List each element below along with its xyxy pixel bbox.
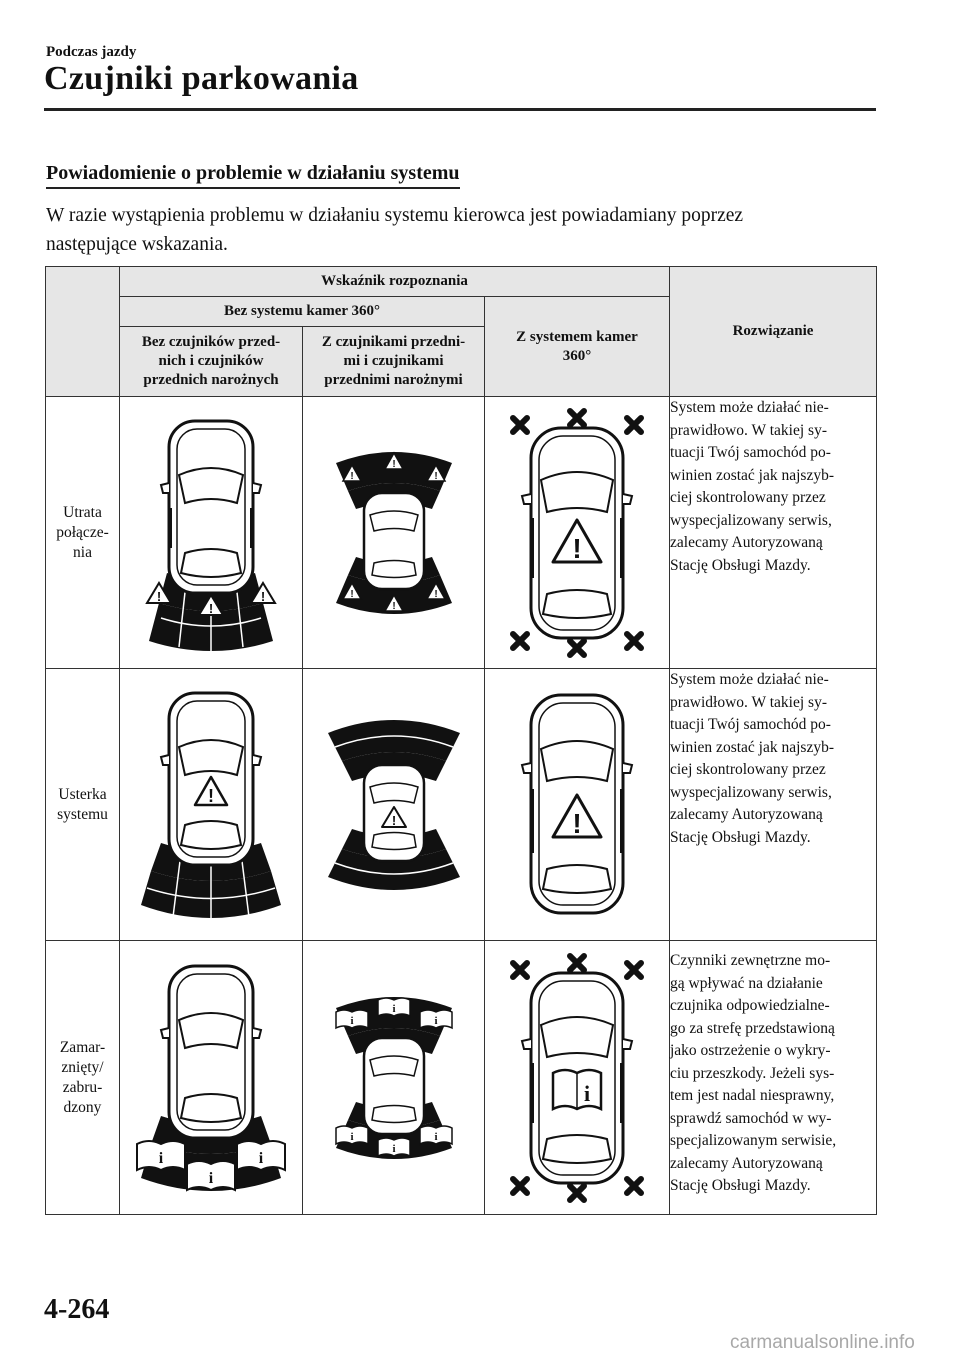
car-rear-sensors-malfunction-figure [131, 685, 291, 925]
solution-line: System może działać nie- [670, 399, 829, 416]
header-col2-line: mi i czujnikami [343, 353, 444, 369]
header-col1-line: nich i czujników [158, 353, 264, 369]
figure-cell [120, 397, 303, 669]
figure-cell [485, 941, 670, 1215]
solution-line: winien zostać jak najszyb- [670, 738, 834, 756]
solution-line: specjalizowanym serwisie, [670, 1132, 837, 1149]
figure-cell [303, 941, 485, 1215]
svg-text:!: ! [391, 458, 396, 470]
svg-text:!: ! [391, 812, 396, 828]
state-line: połącze- [56, 523, 109, 541]
header-indicator: Wskaźnik rozpoznania [120, 267, 670, 297]
solution-line: ciu przeszkody. Jeżeli sys- [670, 1064, 835, 1082]
state-line: Zamar- [59, 1038, 106, 1056]
solution-line: System może działać nie- [670, 671, 829, 688]
solution-line: Stację Obsługi Mazdy. [670, 556, 811, 574]
table-row [46, 397, 877, 669]
figure-cell [303, 397, 485, 669]
svg-text:i: i [158, 1149, 164, 1167]
watermark: carmanualsonline.info [730, 1332, 915, 1353]
solution-cell [670, 941, 877, 1215]
svg-text:i: i [583, 1080, 591, 1106]
svg-text:i: i [349, 1130, 354, 1143]
svg-text:!: ! [208, 785, 214, 806]
state-line: Utrata [63, 503, 102, 521]
solution-line: czujnika odpowiedzialne- [670, 997, 830, 1014]
section-label: Podczas jazdy [46, 44, 137, 60]
solution-line: sprawdź samochód w wy- [670, 1109, 832, 1127]
svg-text:!: ! [572, 807, 582, 839]
subheading: Powiadomienie o problemie w działaniu systemu [46, 162, 460, 189]
solution-line: go za strefę przedstawioną [670, 1019, 835, 1037]
solution-line: gą wpływać na działanie [670, 974, 823, 992]
table-row [46, 941, 877, 1215]
solution-cell [670, 669, 877, 941]
intro-text [46, 201, 876, 259]
header-col1 [120, 327, 303, 397]
solution-line: ciej skontrolowany przez [670, 761, 826, 778]
svg-text:!: ! [349, 470, 354, 482]
svg-text:!: ! [433, 470, 438, 482]
svg-text:!: ! [572, 532, 582, 564]
figure-cell [303, 669, 485, 941]
car-rear-sensors-warning-figure [131, 413, 291, 653]
state-line: znięty/ [61, 1058, 104, 1076]
state-line: Usterka [58, 785, 107, 803]
header-col2-line: Z czujnikami przedni- [321, 334, 466, 350]
header-col1-line: Bez czujników przed- [141, 334, 281, 350]
solution-line: ciej skontrolowany przez [670, 489, 826, 506]
solution-line: jako ostrzeżenie o wykry- [670, 1042, 831, 1059]
car-rear-sensors-dirty-figure [131, 958, 291, 1198]
solution-line: Stację Obsługi Mazdy. [670, 1177, 811, 1194]
figure-cell [120, 941, 303, 1215]
header-col2 [303, 327, 485, 397]
solution-line: Stację Obsługi Mazdy. [670, 828, 811, 846]
intro-line: następujące wskazania. [46, 234, 228, 255]
car-360-camera-malfunction-figure [497, 685, 657, 925]
header-col3-line: 360° [562, 347, 592, 364]
solution-line: wyspecjalizowany serwis, [670, 511, 832, 529]
header-col1-line: przednich narożnych [143, 372, 279, 388]
svg-text:i: i [391, 1002, 396, 1015]
solution-line: zalecamy Autoryzowaną [670, 806, 823, 823]
svg-text:i: i [258, 1149, 264, 1167]
solution-line: zalecamy Autoryzowaną [670, 1154, 823, 1172]
header-col2-line: przednimi narożnymi [324, 372, 463, 388]
solution-line: zalecamy Autoryzowaną [670, 534, 823, 551]
car-360-camera-warning-figure [497, 408, 657, 658]
svg-text:!: ! [208, 600, 214, 616]
figure-cell [485, 669, 670, 941]
solution-line: tuacji Twój samochód po- [670, 716, 831, 733]
indicator-table [45, 266, 877, 1215]
svg-text:!: ! [156, 588, 162, 604]
state-line: zabru- [62, 1078, 103, 1096]
svg-text:i: i [433, 1130, 438, 1143]
svg-text:!: ! [349, 588, 354, 600]
car-front-rear-sensors-malfunction-figure [314, 695, 474, 915]
state-cell [46, 669, 120, 941]
page-number: 4-264 [44, 1294, 110, 1325]
solution-line: winien zostać jak najszyb- [670, 466, 834, 484]
table-row [46, 669, 877, 941]
header-col3 [485, 297, 670, 397]
header-no360: Bez systemu kamer 360° [120, 297, 485, 327]
chapter-title: Czujniki parkowania [44, 60, 359, 97]
state-line: nia [73, 543, 92, 561]
header-solution: Rozwiązanie [670, 267, 877, 397]
solution-cell [670, 397, 877, 669]
svg-text:i: i [208, 1169, 214, 1187]
state-line: systemu [57, 805, 108, 823]
svg-text:!: ! [391, 600, 396, 612]
car-front-rear-sensors-dirty-figure [314, 968, 474, 1188]
car-360-camera-dirty-figure [497, 953, 657, 1203]
figure-cell [485, 397, 670, 669]
figure-cell [120, 669, 303, 941]
svg-text:!: ! [433, 588, 438, 600]
solution-line: prawidłowo. W takiej sy- [670, 693, 827, 711]
solution-line: Czynniki zewnętrzne mo- [670, 952, 831, 969]
header-col3-line: Z systemem kamer [516, 328, 638, 345]
header-blank [46, 267, 120, 397]
svg-text:i: i [349, 1014, 354, 1027]
state-cell [46, 397, 120, 669]
solution-line: prawidłowo. W takiej sy- [670, 421, 827, 439]
svg-text:i: i [391, 1142, 396, 1155]
svg-text:!: ! [260, 588, 266, 604]
solution-line: wyspecjalizowany serwis, [670, 783, 832, 801]
car-front-rear-sensors-warning-figure [314, 423, 474, 643]
intro-line: W razie wystąpienia problemu w działaniu systemu kierowca jest powiadamiany poprzez [46, 205, 744, 226]
solution-line: tuacji Twój samochód po- [670, 444, 831, 461]
state-line: dzony [63, 1098, 102, 1116]
state-cell [46, 941, 120, 1215]
solution-line: tem jest nadal niesprawny, [670, 1087, 835, 1104]
svg-text:i: i [433, 1014, 438, 1027]
top-rule [44, 108, 876, 111]
